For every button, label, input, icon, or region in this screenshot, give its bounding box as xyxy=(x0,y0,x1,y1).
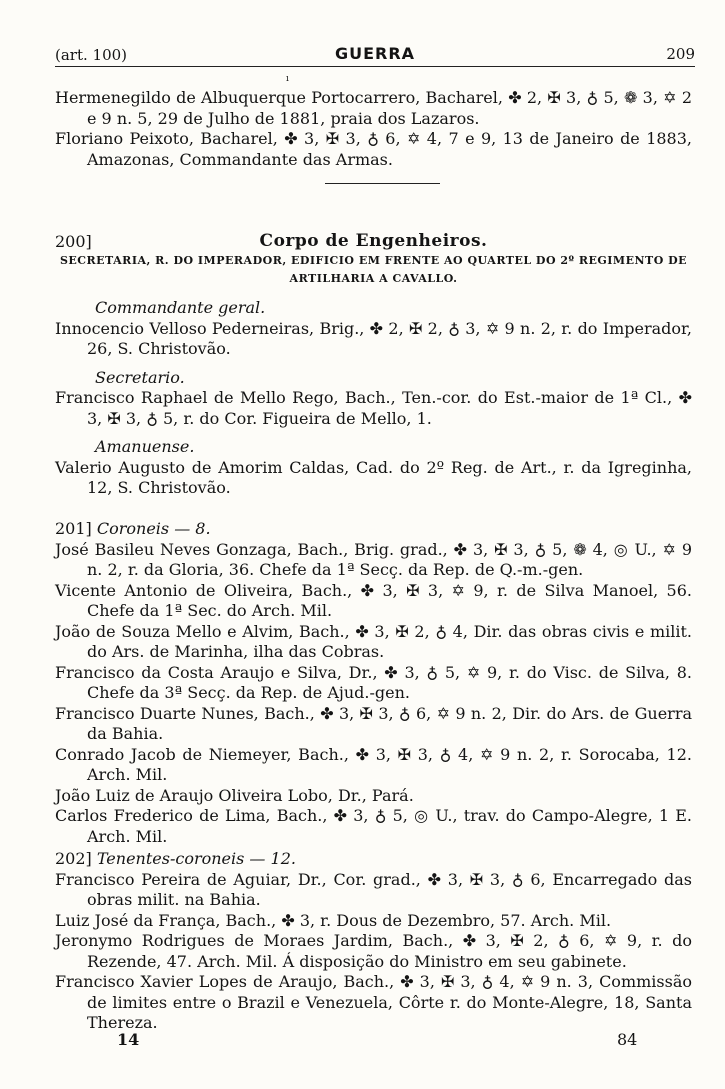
list-item: Hermenegildo de Albuquerque Portocarrero, Bacharel, ✤ 2, ✠ 3, ♁ 5, ❁ 3, ✡ 2 e 9 n. 5, 29 de Julho de 1881, praia dos Lazaros. xyxy=(55,88,692,128)
officers-block xyxy=(55,298,692,499)
list-item: Francisco Pereira de Aguiar, Dr., Cor. grad., ✤ 3, ✠ 3, ♁ 6, Encarregado das obras milit. na Bahia. xyxy=(55,869,692,909)
article-ref: (art. 100) xyxy=(55,46,128,64)
list-item: Floriano Peixoto, Bacharel, ✤ 3, ✠ 3, ♁ 6, ✡ 4, 7 e 9, 13 de Janeiro de 1883, Amazonas, Commandante das Armas. xyxy=(55,129,692,169)
divider xyxy=(325,183,440,184)
list-item: Francisco da Costa Araujo e Silva, Dr., ✤ 3, ♁ 5, ✡ 9, r. do Visc. de Silva, 8. Chefe da 3ª Secç. da Rep. de Ajud.-gen. xyxy=(55,662,692,702)
page-number: 209 xyxy=(666,45,695,63)
stray-mark: ı xyxy=(286,74,289,84)
list-item: Carlos Frederico de Lima, Bach., ✤ 3, ♁ 5, ◎ U., trav. do Campo-Alegre, 1 E. Arch. Mil. xyxy=(55,806,692,846)
list-item: Jeronymo Rodrigues de Moraes Jardim, Bach., ✤ 3, ✠ 2, ♁ 6, ✡ 9, r. do Rezende, 47. Arch. Mil. Á disposição do Ministro em seu gabinete. xyxy=(55,931,692,971)
list-item: Luiz José da França, Bach., ✤ 3, r. Dous de Dezembro, 57. Arch. Mil. xyxy=(55,910,612,930)
signature-mark: 14 xyxy=(117,1030,140,1049)
tenentes-block xyxy=(55,849,692,1034)
list-item: José Basileu Neves Gonzaga, Bach., Brig. grad., ✤ 3, ✠ 3, ♁ 5, ❁ 4, ◎ U., ✡ 9 n. 2, r. da Gloria, 36. Chefe da 1ª Secç. da Rep. de Q.-m.-gen. xyxy=(55,539,693,579)
role-title: Secretario. xyxy=(95,367,185,387)
subsection-number: 201] xyxy=(55,519,92,538)
list-item: Francisco Raphael de Mello Rego, Bach., Ten.-cor. do Est.-maior de 1ª Cl., ✤ 3, ✠ 3, ♁ 5, r. do Cor. Figueira de Mello, 1. xyxy=(55,388,692,428)
subsection-heading xyxy=(55,849,692,870)
list-item: Valerio Augusto de Amorim Caldas, Cad. do 2º Reg. de Art., r. da Igreginha, 12, S. Christovão. xyxy=(55,457,692,497)
list-item: Vicente Antonio de Oliveira, Bach., ✤ 3, ✠ 3, ✡ 9, r. de Silva Manoel, 56. Chefe da 1ª Sec. do Arch. Mil. xyxy=(55,580,692,620)
section-subtitle: SECRETARIA, R. DO IMPERADOR, EDIFICIO EM FRENTE AO QUARTEL DO 2º REGIMENTO DE ARTILHARIA A CAVALLO. xyxy=(59,254,688,285)
continued-entries xyxy=(55,88,692,170)
subsection-label: Coroneis — 8. xyxy=(96,519,211,538)
page-title: GUERRA xyxy=(334,44,416,63)
coroneis-block xyxy=(55,519,692,847)
footer-number: 84 xyxy=(617,1030,638,1049)
list-item: João de Souza Mello e Alvim, Bach., ✤ 3, ✠ 2, ♁ 4, Dir. das obras civis e milit. do Ars. de Marinha, ilha das Cobras. xyxy=(55,621,692,661)
section-number: 200] xyxy=(55,232,92,251)
section-title: Corpo de Engenheiros. xyxy=(259,231,488,251)
list-item: Conrado Jacob de Niemeyer, Bach., ✤ 3, ✠ 3, ♁ 4, ✡ 9 n. 2, r. Sorocaba, 12. Arch. Mil. xyxy=(55,744,692,784)
role-title: Commandante geral. xyxy=(95,298,266,317)
subsection-number: 202] xyxy=(55,849,92,868)
list-item: Innocencio Velloso Pederneiras, Brig., ✤ 2, ✠ 2, ♁ 3, ✡ 9 n. 2, r. do Imperador, 26, S. Christovão. xyxy=(55,318,692,358)
role-title: Amanuense. xyxy=(95,437,195,456)
list-item: Francisco Xavier Lopes de Araujo, Bach., ✤ 3, ✠ 3, ♁ 4, ✡ 9 n. 3, Commissão de limites entre o Brazil e Venezuela, Côrte r. do Monte-Alegre, 18, Santa Thereza. xyxy=(55,972,692,1032)
list-item: João Luiz de Araujo Oliveira Lobo, Dr., Pará. xyxy=(55,785,414,805)
subsection-label: Tenentes-coroneis — 12. xyxy=(96,849,296,868)
list-item: Francisco Duarte Nunes, Bach., ✤ 3, ✠ 3, ♁ 6, ✡ 9 n. 2, Dir. do Ars. de Guerra da Bahia. xyxy=(55,703,692,743)
running-header xyxy=(55,44,695,67)
subsection-heading xyxy=(55,519,692,540)
